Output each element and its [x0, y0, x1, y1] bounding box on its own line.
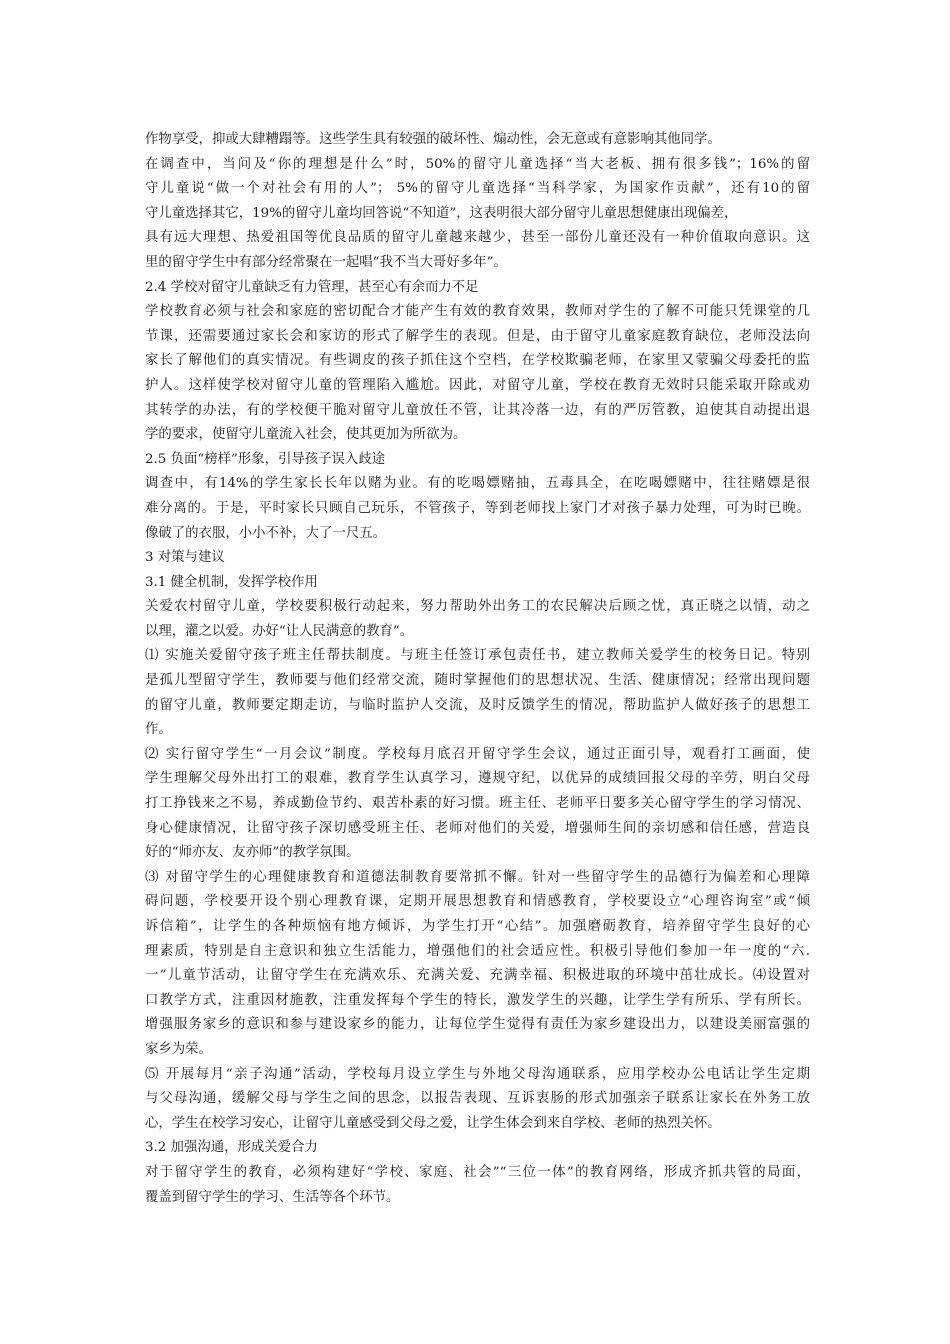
- text-line: 难分离的。于是，平时家长只顾自己玩乐，不管孩子，等到老师找上家门才对孩子暴力处理，可为时已晚。: [145, 500, 810, 516]
- text-line: 一”儿童节活动，让留守学生在充满欢乐、充满关爱、充满幸福、积极进取的环境中茁壮成长。⑷设置对: [145, 968, 810, 984]
- text-line: 守儿童选择其它，19%的留守儿童均回答说“不知道”，这表明很大部分留守儿童思想健康出现偏差，: [145, 205, 738, 221]
- text-line: 学校教育必须与社会和家庭的密切配合才能产生有效的教育效果，教师对学生的了解不可能只凭课堂的几: [145, 304, 810, 320]
- text-line: 口教学方式，注重因材施教，注重发挥每个学生的特长，激发学生的兴趣，让学生学有所乐、学有所长。: [145, 992, 810, 1008]
- text-line: 3.1 健全机制，发挥学校作用: [145, 574, 318, 590]
- text-line: 关爱农村留守儿童，学校要积极行动起来，努力帮助外出务工的农民解决后顾之忧，真正晓之以情，动之: [145, 599, 810, 615]
- text-line: 与父母沟通，缓解父母与学生之间的思念，以报告表现、互诉衷肠的形式加强亲子联系让家长在外务工放: [145, 1091, 810, 1107]
- text-line: 以理，灌之以爱。办好“让人民满意的教育”。: [145, 623, 414, 639]
- text-line: 3 对策与建议: [145, 550, 225, 566]
- text-line: 心，学生在校学习安心，让留守儿童感受到父母之爱，让学生体会到来自学校、老师的热烈关怀。: [145, 1115, 721, 1131]
- text-line: 学的要求，使留守儿童流入社会，使其更加为所欲为。: [145, 427, 467, 443]
- text-line: 节课，还需要通过家长会和家访的形式了解学生的表现。但是，由于留守儿童家庭教育缺位，老师没法向: [145, 328, 810, 344]
- text-line: 家乡为荣。: [145, 1041, 212, 1057]
- text-line: ⑸ 开展每月“亲子沟通”活动，学校每月设立学生与外地父母沟通联系，应用学校办公电话让学生定期: [145, 1066, 810, 1082]
- text-line: 里的留守学生中有部分经常聚在一起唱“我不当大哥好多年”。: [145, 254, 507, 270]
- text-line: 家长了解他们的真实情况。有些调皮的孩子抓住这个空档，在学校欺骗老师，在家里又蒙骗父母委托的监: [145, 353, 810, 369]
- text-line: ⑵ 实行留守学生“一月会议”制度。学校每月底召开留守学生会议，通过正面引导，观看打工画面，使: [145, 746, 810, 762]
- text-line: ⑴ 实施关爱留守孩子班主任帮扶制度。与班主任签订承包责任书，建立教师关爱学生的校务日记。特别: [145, 648, 810, 664]
- text-line: 打工挣钱来之不易，养成勤俭节约、艰苦朴素的好习惯。班主任、老师平日要多关心留守学生的学习情况、: [145, 796, 810, 812]
- text-line: 像破了的衣服，小小不补，大了一尺五。: [145, 525, 387, 541]
- text-line: 的留守儿童，教师要定期走访，与临时监护人交流，及时反馈学生的情况，帮助监护人做好孩子的思想工: [145, 697, 810, 713]
- text-line: 守儿童说“做一个对社会有用的人”； 5%的留守儿童选择“当科学家，为国家作贡献”，还有10的留: [145, 181, 810, 197]
- text-line: 好的“师亦友、友亦师”的教学氛围。: [145, 845, 360, 861]
- text-line: 是孤儿型留守学生，教师要与他们经常交流，随时掌握他们的思想状况、生活、健康情况；经常出现问题: [145, 673, 810, 689]
- text-line: 学生理解父母外出打工的艰难，教育学生认真学习，遵规守纪，以优异的成绩回报父母的辛劳，明白父母: [145, 771, 810, 787]
- text-line: 其转学的办法，有的学校便干脆对留守儿童放任不管，让其冷落一边，有的严厉管教，迫使其自动提出退: [145, 402, 810, 418]
- text-line: 增强服务家乡的意识和参与建设家乡的能力，让每位学生觉得有责任为家乡建设出力，以建设美丽富强的: [145, 1017, 810, 1033]
- text-line: 护人。这样使学校对留守儿童的管理陷入尴尬。因此，对留守儿童，学校在教育无效时只能采取开除或劝: [145, 377, 810, 393]
- text-line: 3.2 加强沟通，形成关爱合力: [145, 1140, 318, 1156]
- text-line: 作物享受，抑或大肆糟蹋等。这些学生具有较强的破坏性、煽动性，会无意或有意影响其他同学。: [145, 132, 721, 147]
- document-body: [145, 128, 810, 1210]
- text-line: 具有远大理想、热爱祖国等优良品质的留守儿童越来越少，甚至一部份儿童还没有一种价值取向意识。这: [145, 230, 810, 246]
- text-line: 在调查中，当问及“你的理想是什么”时，50%的留守儿童选择“当大老板、拥有很多钱”；16%的留: [145, 156, 810, 172]
- text-line: 理素质，特别是自主意识和独立生活能力，增强他们的社会适应性。积极引导他们参加一年一度的“六.: [145, 943, 810, 959]
- text-line: 碍问题，学校要开设个别心理教育课，定期开展思想教育和情感教育，学校要设立“心理咨询室”或“倾: [145, 894, 810, 910]
- text-line: 调查中，有14%的学生家长长年以赌为业。有的吃喝嫖赌抽，五毒具全，在吃喝嫖赌中，往往赌嫖是很: [145, 476, 810, 492]
- text-line: 2.5 负面“榜样”形象，引导孩子误入歧途: [145, 451, 386, 467]
- text-line: 作。: [145, 722, 172, 738]
- text-line: 诉信箱”，让学生的各种烦恼有地方倾诉，为学生打开“心结”。加强磨砺教育，培养留守学生良好的心: [145, 919, 810, 934]
- text-line: 对于留守学生的教育，必须构建好“学校、家庭、社会”“三位一体”的教育网络，形成齐抓共管的局面，: [145, 1164, 810, 1180]
- text-line: 身心健康情况，让留守孩子深切感受班主任、老师对他们的关爱，增强师生间的亲切感和信任感，营造良: [145, 820, 810, 836]
- text-line: 2.4 学校对留守儿童缺乏有力管理，甚至心有余而力不足: [145, 279, 479, 295]
- text-line: ⑶ 对留守学生的心理健康教育和道德法制教育要常抓不懈。针对一些留守学生的品德行为偏差和心理障: [145, 869, 810, 885]
- text-line: 覆盖到留守学生的学习、生活等各个环节。: [145, 1189, 400, 1205]
